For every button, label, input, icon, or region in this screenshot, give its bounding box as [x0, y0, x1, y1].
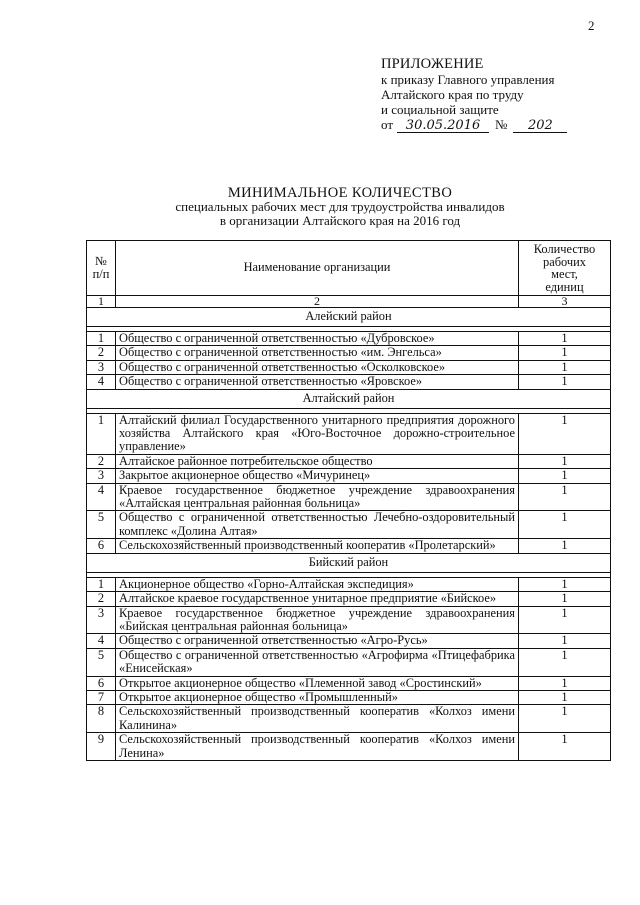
workplace-count: 1: [519, 346, 611, 360]
organization-name: Общество с ограниченной ответственностью «Агро-Русь»: [116, 634, 519, 648]
workplace-count: 1: [519, 375, 611, 389]
row-number: 8: [87, 705, 116, 733]
page-number: 2: [588, 18, 595, 33]
col-index: 1: [87, 296, 116, 308]
title-main: МИНИМАЛЬНОЕ КОЛИЧЕСТВО: [227, 185, 453, 201]
column-index-row: [87, 296, 611, 308]
table-row: [87, 346, 611, 360]
document-title: [120, 186, 560, 228]
appendix-line: Алтайского края по труду: [381, 87, 524, 102]
workplace-count: 1: [519, 511, 611, 539]
organization-name: Общество с ограниченной ответственностью Лечебно-оздоровительный комплекс «Долина Алтая»: [116, 511, 519, 539]
organization-name: Общество с ограниченной ответственностью «Яровское»: [116, 375, 519, 389]
table-row: [87, 606, 611, 634]
row-number: 1: [87, 332, 116, 346]
workplace-count: 1: [519, 690, 611, 704]
table-row: [87, 483, 611, 511]
row-number: 4: [87, 483, 116, 511]
district-name: Алейский район: [87, 308, 611, 327]
row-number: 2: [87, 592, 116, 606]
row-number: 3: [87, 606, 116, 634]
table-row: [87, 539, 611, 553]
organization-name: Сельскохозяйственный производственный кооператив «Колхоз имени Калинина»: [116, 705, 519, 733]
organization-name: Общество с ограниченной ответственностью «Осколковское»: [116, 360, 519, 374]
row-number: 3: [87, 360, 116, 374]
organization-name: Сельскохозяйственный производственный кооператив «Колхоз имени Ленина»: [116, 733, 519, 761]
organization-name: Краевое государственное бюджетное учреждение здравоохранения «Бийская центральная районная больница»: [116, 606, 519, 634]
organization-name: Алтайский филиал Государственного унитарного предприятия дорожного хозяйства Алтайского края «Юго-Восточное дорожно-строительное управление»: [116, 413, 519, 454]
district-row: [87, 553, 611, 572]
row-number: 5: [87, 648, 116, 676]
workplace-count: 1: [519, 606, 611, 634]
date-prefix: от: [381, 117, 394, 132]
organization-name: Алтайское краевое государственное унитарное предприятие «Бийское»: [116, 592, 519, 606]
organization-name: Общество с ограниченной ответственностью «Агрофирма «Птицефабрика «Енисейская»: [116, 648, 519, 676]
appendix-title: ПРИЛОЖЕНИЕ: [381, 56, 484, 72]
row-number: 6: [87, 676, 116, 690]
row-number: 3: [87, 469, 116, 483]
table-row: [87, 413, 611, 454]
organization-name: Акционерное общество «Горно-Алтайская экспедиция»: [116, 577, 519, 591]
table-row: [87, 360, 611, 374]
row-number: 5: [87, 511, 116, 539]
header-num: № п/п: [87, 241, 116, 296]
table-row: [87, 733, 611, 761]
table-row: [87, 332, 611, 346]
workplace-count: 1: [519, 634, 611, 648]
workplace-count: 1: [519, 676, 611, 690]
workplace-count: 1: [519, 733, 611, 761]
organization-name: Алтайское районное потребительское общество: [116, 454, 519, 468]
organizations-table: [86, 240, 611, 761]
organization-name: Закрытое акционерное общество «Мичуринец»: [116, 469, 519, 483]
organization-name: Общество с ограниченной ответственностью «Дубровское»: [116, 332, 519, 346]
workplace-count: 1: [519, 705, 611, 733]
workplace-count: 1: [519, 413, 611, 454]
row-number: 7: [87, 690, 116, 704]
appendix-line: и социальной защите: [381, 102, 499, 117]
row-number: 9: [87, 733, 116, 761]
title-line: в организации Алтайского края на 2016 год: [219, 213, 461, 228]
row-number: 1: [87, 577, 116, 591]
workplace-count: 1: [519, 360, 611, 374]
col-index: 2: [116, 296, 519, 308]
table-row: [87, 511, 611, 539]
table-row: [87, 454, 611, 468]
workplace-count: 1: [519, 483, 611, 511]
table-row: [87, 676, 611, 690]
number-prefix: №: [495, 117, 508, 132]
header-name: Наименование организации: [116, 241, 519, 296]
title-line: специальных рабочих мест для трудоустройства инвалидов: [175, 199, 505, 214]
workplace-count: 1: [519, 454, 611, 468]
table-row: [87, 592, 611, 606]
table-row: [87, 469, 611, 483]
table-row: [87, 634, 611, 648]
table-row: [87, 648, 611, 676]
row-number: 6: [87, 539, 116, 553]
header-qty: Количество рабочих мест, единиц: [519, 241, 611, 296]
table-body: [87, 308, 611, 761]
row-number: 2: [87, 346, 116, 360]
appendix-date-row: [381, 117, 621, 133]
table-row: [87, 705, 611, 733]
district-row: [87, 389, 611, 408]
handwritten-date: 30.05.2016: [397, 119, 489, 133]
workplace-count: 1: [519, 648, 611, 676]
workplace-count: 1: [519, 469, 611, 483]
district-name: Бийский район: [87, 553, 611, 572]
district-name: Алтайский район: [87, 389, 611, 408]
appendix-line: к приказу Главного управления: [381, 72, 555, 87]
organization-name: Открытое акционерное общество «Племенной завод «Сростинский»: [116, 676, 519, 690]
row-number: 2: [87, 454, 116, 468]
organization-name: Общество с ограниченной ответственностью «им. Энгельса»: [116, 346, 519, 360]
col-index: 3: [519, 296, 611, 308]
row-number: 4: [87, 634, 116, 648]
organization-name: Открытое акционерное общество «Промышленный»: [116, 690, 519, 704]
organization-name: Краевое государственное бюджетное учреждение здравоохранения «Алтайская центральная районная больница»: [116, 483, 519, 511]
handwritten-number: 202: [513, 119, 567, 133]
district-row: [87, 308, 611, 327]
workplace-count: 1: [519, 577, 611, 591]
table-row: [87, 690, 611, 704]
table-header-row: [87, 241, 611, 296]
appendix-block: [381, 57, 621, 133]
row-number: 4: [87, 375, 116, 389]
workplace-count: 1: [519, 539, 611, 553]
table-row: [87, 577, 611, 591]
row-number: 1: [87, 413, 116, 454]
table-row: [87, 375, 611, 389]
workplace-count: 1: [519, 332, 611, 346]
workplace-count: 1: [519, 592, 611, 606]
organization-name: Сельскохозяйственный производственный кооператив «Пролетарский»: [116, 539, 519, 553]
